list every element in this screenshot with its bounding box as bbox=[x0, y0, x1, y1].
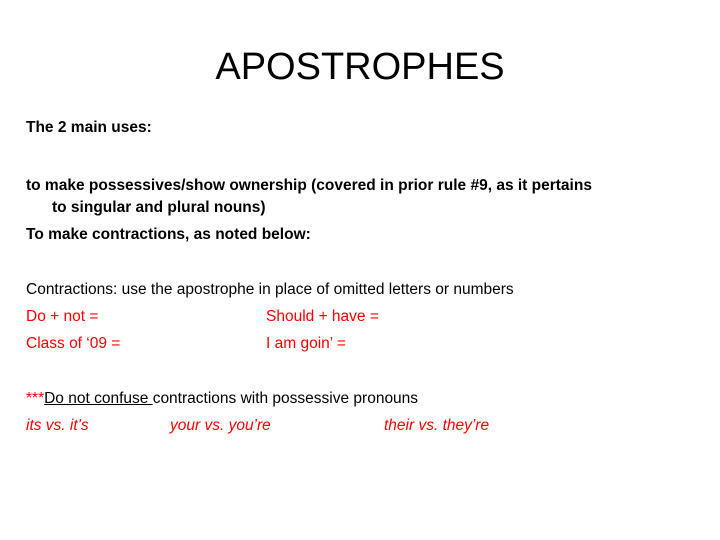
example-left: Class of ‘09 = bbox=[26, 335, 121, 352]
warning-rest: contractions with possessive pronouns bbox=[152, 390, 419, 407]
use-2: To make contractions, as noted below: bbox=[26, 226, 311, 243]
pronoun-pair: its vs. it’s bbox=[26, 417, 89, 434]
pronoun-pairs-row bbox=[26, 416, 686, 436]
slide-title: APOSTROPHES bbox=[215, 46, 505, 88]
warning-line bbox=[26, 389, 418, 409]
warning-stars: *** bbox=[26, 390, 45, 407]
example-right: Should + have = bbox=[266, 308, 379, 325]
pronoun-pair: their vs. they’re bbox=[384, 417, 490, 434]
example-row bbox=[26, 307, 686, 327]
use-1-line-2: to singular and plural nouns) bbox=[52, 199, 266, 216]
use-1-line-1: to make possessives/show ownership (covered in prior rule #9, as it pertains bbox=[26, 177, 592, 194]
main-uses-heading: The 2 main uses: bbox=[26, 119, 152, 136]
example-row bbox=[26, 334, 686, 354]
example-right: I am goin’ = bbox=[266, 335, 346, 352]
contractions-intro: Contractions: use the apostrophe in place of omitted letters or numbers bbox=[26, 281, 514, 298]
warning-underlined: Do not confuse bbox=[44, 390, 153, 407]
pronoun-pair: your vs. you’re bbox=[170, 417, 271, 434]
example-left: Do + not = bbox=[26, 308, 99, 325]
